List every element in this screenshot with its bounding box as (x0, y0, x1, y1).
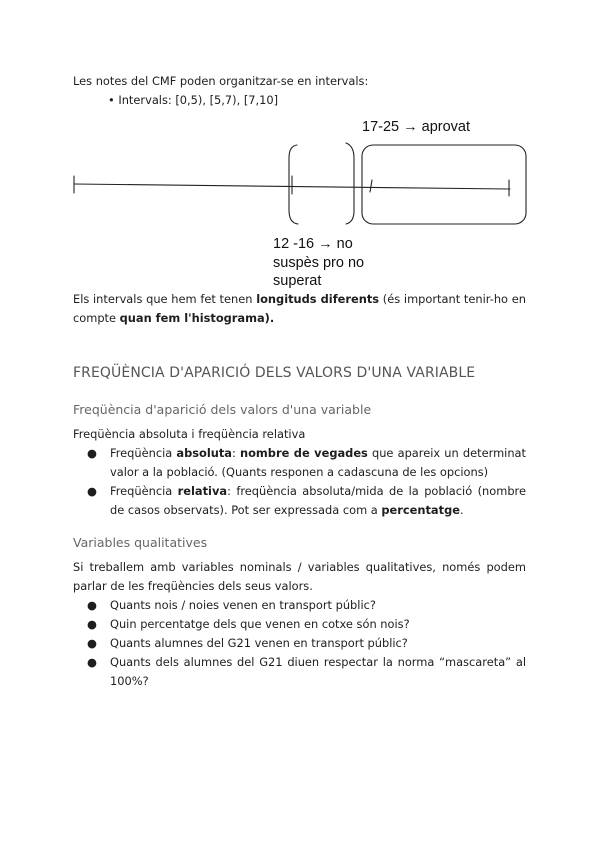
list-item: ● Quants nois / noies venen en transport públic? (73, 596, 526, 615)
list-item-absolute: ● Freqüència absoluta: nombre de vegades que apareix un determinat valor a la població. (Quants responen a cadascuna de les opcions) (87, 446, 526, 479)
tick-left-of-box (370, 180, 372, 192)
subheading-qualitative: Variables qualitatives (73, 535, 208, 550)
bullet-dot: ● (87, 655, 97, 669)
bullet-dot: ● (87, 636, 97, 650)
list-item: ● Quants dels alumnes del G21 diuen respectar la norma “mascareta” al 100%? (87, 655, 526, 688)
label-approved: 17-25 → aprovat (362, 119, 471, 135)
bullet-dot: ● (87, 484, 97, 498)
label-failed: 12 -16 → no suspès pro no superat (273, 236, 365, 289)
bracket-left-close (346, 143, 354, 224)
bracket-left-open (289, 145, 298, 224)
question-list (73, 596, 526, 691)
bullet-dot: ● (87, 446, 97, 460)
histogram-note: Els intervals que hem fet tenen longituds diferents (és important tenir-ho en compte quan fem l'histograma). (73, 292, 526, 325)
intro-text: Les notes del CMF poden organitzar-se en intervals: (73, 74, 369, 88)
frequency-list (73, 444, 526, 520)
bullet-dot: ● (87, 598, 97, 612)
subheading-frequency: Freqüència d'aparició dels valors d'una variable (73, 402, 372, 417)
box-approved (362, 145, 526, 224)
lead-qualitative: Si treballem amb variables nominals / variables qualitatives, només podem parlar de les freqüències dels seus valors. (73, 560, 526, 593)
section-heading: FREQÜÈNCIA D'APARICIÓ DELS VALORS D'UNA VARIABLE (73, 365, 476, 381)
lead-frequency: Freqüència absoluta i freqüència relativa (73, 427, 306, 441)
list-item-relative: ● Freqüència relativa: freqüència absoluta/mida de la població (nombre de casos observats). Pot ser expressada com a percentatge. (87, 484, 526, 517)
bullet-dot: • (108, 93, 115, 107)
list-item: ● Quin percentatge dels que venen en cotxe són nois? (73, 615, 526, 634)
intro-bullet (108, 91, 528, 110)
intervals-list: Intervals: [0,5), [5,7), [7,10] (118, 93, 279, 107)
bullet-dot: ● (87, 617, 97, 631)
list-item: ● Quants alumnes del G21 venen en transport públic? (73, 634, 526, 653)
